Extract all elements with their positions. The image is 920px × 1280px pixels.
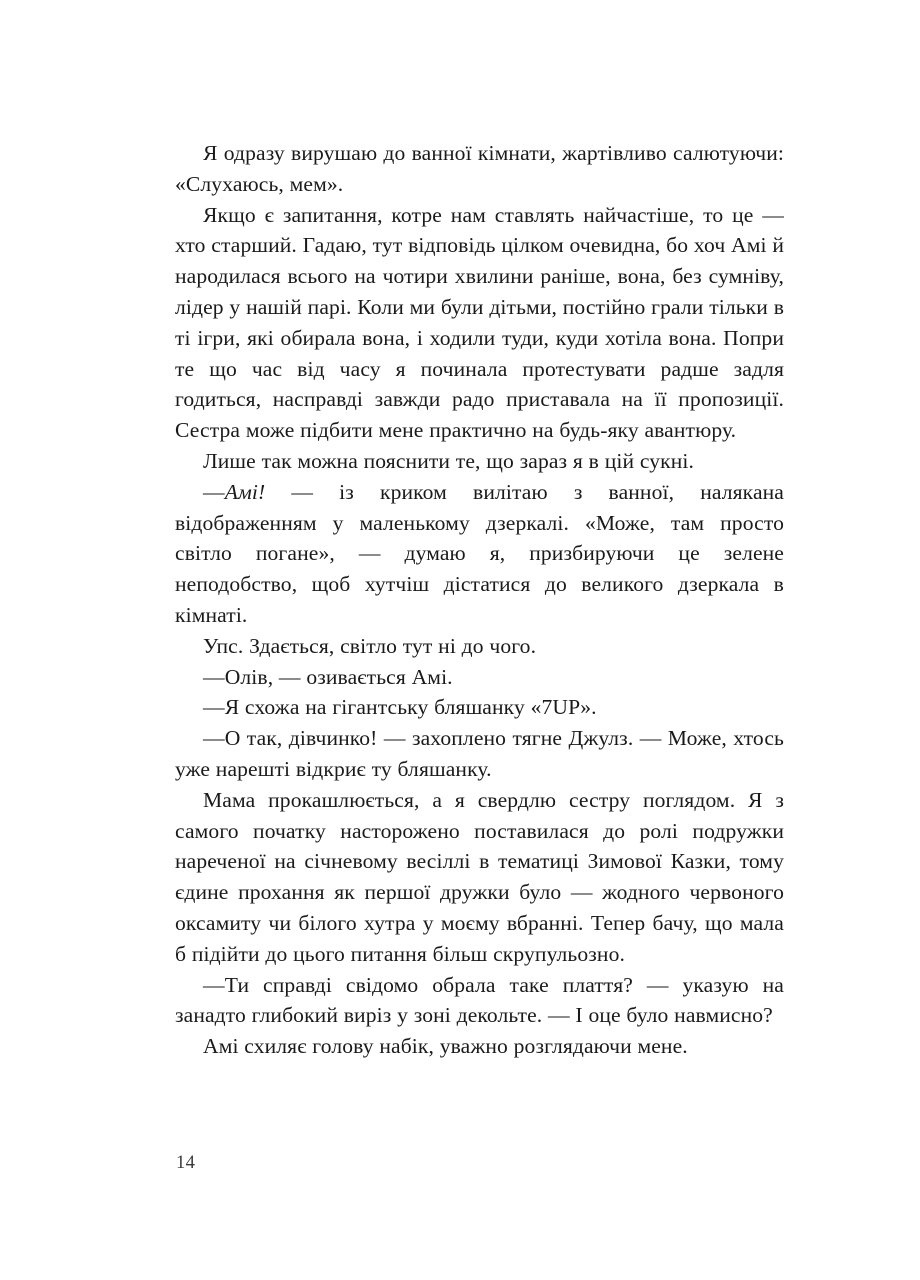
paragraph-6: —Олів, — озивається Амі. bbox=[203, 664, 453, 689]
paragraph-10: —Ти справді свідомо обрала таке плаття? — указую на занадто глибокий виріз у зоні декольте. — І оце було навмисно? bbox=[175, 972, 784, 1028]
italic-name-ami: Амі! bbox=[224, 479, 266, 504]
paragraph-11: Амі схиляє голову набік, уважно розглядаючи мене. bbox=[203, 1034, 688, 1059]
paragraph-9: Мама прокашлюється, а я свердлю сестру поглядом. Я з самого початку насторожено поставилася до ролі подружки нареченої на січневому весіллі в тематиці Зимової Казки, тому єдине прохання як першої дружки було — жодного червоного оксамиту чи білого хутра у моєму вбранні. Тепер бачу, що мала б підійти до цього питання більш скрупульозно. bbox=[175, 787, 784, 966]
page-number: 14 bbox=[176, 1153, 196, 1173]
paragraph-8: —О так, дівчинко! — захоплено тягне Джулз. — Може, хтось уже нарешті відкриє ту бляшанку. bbox=[175, 726, 784, 781]
paragraph-5: Упс. Здається, світло тут ні до чого. bbox=[203, 633, 537, 658]
paragraph-1: Я одразу вирушаю до ванної кімнати, жартівливо салютуючи: «Слухаюсь, мем». bbox=[175, 141, 784, 196]
paragraph-2: Якщо є запитання, котре нам ставлять найчастіше, то це — хто старший. Гадаю, тут відповідь цілком очевидна, бо хоч Амі й народилася всього на чотири хвилини раніше, вона, без сумніву, лідер у нашій парі. Коли ми були дітьми, постійно грали тільки в ті ігри, які обирала вона, і ходили туди, куди хотіла вона. Попри те що час від часу я починала протестувати радше задля годиться, насправді завжди радо приставала на її пропозиції. Сестра може підбити мене практично на будь-яку авантюру. bbox=[175, 202, 784, 443]
paragraph-7: —Я схожа на гігантську бляшанку «7UP». bbox=[203, 695, 597, 720]
dialogue-dash: — bbox=[203, 479, 225, 504]
page-text-block bbox=[175, 138, 784, 1062]
paragraph-4-rest: — із криком вилітаю з ванної, налякана відображенням у маленькому дзеркалі. «Може, там просто світло погане», — думаю я, призбируючи це зелене неподобство, щоб хутчіш дістатися до великого дзеркала в кімнаті. bbox=[175, 479, 784, 627]
paragraph-3: Лише так можна пояснити те, що зараз я в цій сукні. bbox=[203, 448, 695, 473]
paragraph-4 bbox=[175, 477, 784, 631]
